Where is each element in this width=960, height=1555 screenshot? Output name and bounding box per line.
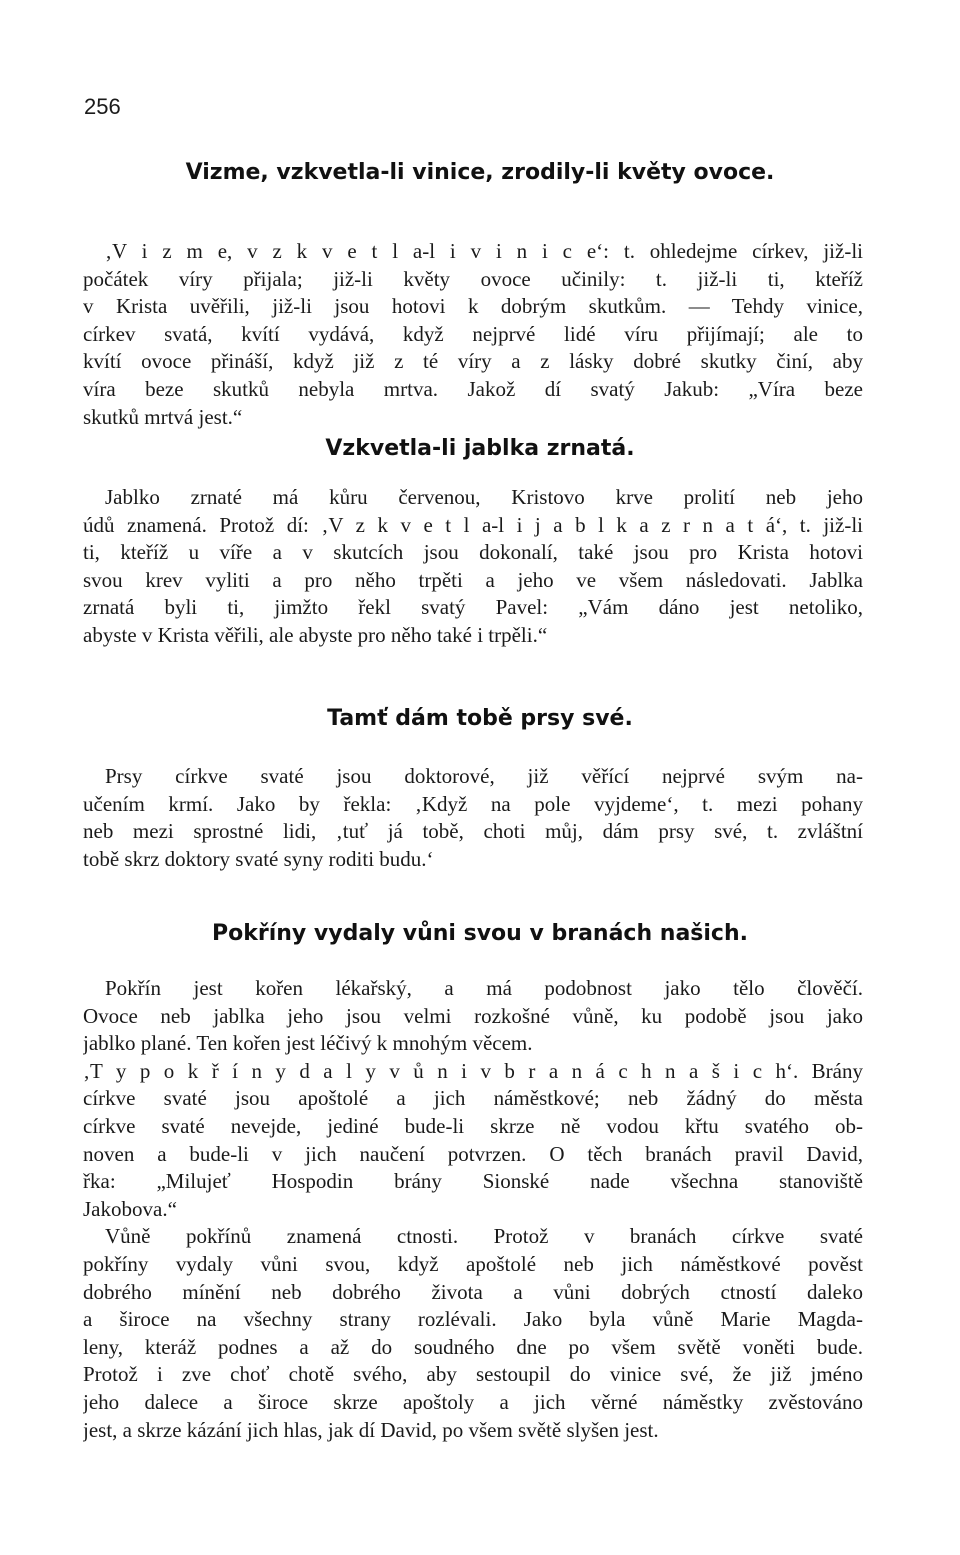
text-line: církve svaté nevejde, jediné bude-li skrze ně vodou křtu svatého ob-	[83, 1113, 863, 1138]
paragraph-3	[83, 763, 863, 873]
section-heading-2: Vzkvetla-li jablka zrnatá.	[325, 436, 635, 461]
page-number: 256	[84, 94, 121, 119]
text-line: ‚V i z m e, v z k v e t l a-l i v i n i c e‘: t. ohledejme církev, již-li	[105, 239, 863, 263]
text-line: Jablko zrnaté má kůru červenou, Kristovo krve prolití neb jeho	[105, 485, 863, 509]
text-line: řka: „Milujeť Hospodin brány Sionské nade všechna stanoviště	[83, 1169, 863, 1194]
section-heading-1: Vizme, vzkvetla-li vinice, zrodily-li květy ovoce.	[185, 160, 775, 185]
text-line: počátek víry přijala; již-li květy ovoce učinily: t. již-li ti, kteříž	[83, 266, 863, 291]
text-line: abyste v Krista věřili, ale abyste pro něho také i trpěli.“	[83, 622, 548, 647]
text-line: skutků mrtvá jest.“	[83, 404, 243, 429]
text-line: Vůně pokřínů znamená ctnosti. Protož v branách církve svaté	[105, 1224, 863, 1249]
text-line: zrnatá byli ti, jimžto řekl svatý Pavel: „Vám dáno jest netoliko,	[83, 595, 863, 620]
text-line: víra beze skutků nebyla mrtva. Jakož dí svatý Jakub: „Víra beze	[83, 376, 863, 401]
text-line: kvítí ovoce přináší, když již z té víry a z lásky dobré skutky činí, aby	[83, 349, 863, 374]
text-line: církve svaté jsou apoštolé a jich náměstkové; neb žádný do města	[83, 1086, 863, 1111]
section-heading-3: Tamť dám tobě prsy své.	[327, 706, 633, 731]
text-line: Ovoce neb jablka jeho jsou velmi rozkošné vůně, ku podobě jsou jako	[83, 1003, 863, 1028]
text-line: církev svatá, kvítí vydává, když nejprvé lidé víru přijímají; ale to	[83, 321, 863, 346]
paragraph-2	[83, 484, 863, 650]
text-line: neb mezi sprostné lidi, ‚tuť já tobě, choti můj, dám prsy své, t. zvláštní	[83, 819, 863, 844]
text-line: jablko plané. Ten kořen jest léčivý k mnohým věcem.	[83, 1031, 533, 1056]
text-line: jeho dalece a široce skrze apoštoly a jich věrné náměstky zvěstováno	[83, 1389, 863, 1414]
text-line: Pokřín jest kořen lékařský, a má podobnost jako tělo člověčí.	[105, 976, 863, 1000]
text-line: pokříny vydaly vůni svou, když apoštolé neb jich náměstkové pověst	[83, 1251, 863, 1276]
text-line: a široce na všechny strany rozlévali. Jako byla vůně Marie Magda-	[83, 1307, 863, 1332]
text-line: Protož i zve choť chotě svého, aby sestoupil do vinice své, že již jméno	[83, 1362, 863, 1387]
text-line: učením krmí. Jako by řekla: ‚Když na pole vyjdeme‘, t. mezi pohany	[83, 791, 863, 816]
text-line: Jakobova.“	[83, 1196, 177, 1221]
text-line: tobě skrz doktory svaté syny roditi budu.‘	[83, 846, 434, 871]
text-line: noven a bude-li v jich naučení potvrzen. O těch branách pravil David,	[83, 1141, 863, 1166]
text-line: Prsy církve svaté jsou doktorové, již věřící nejprvé svým na-	[105, 764, 863, 788]
text-line: svou krev vyliti a pro něho trpěti a jeho ve všem následovati. Jablka	[83, 567, 863, 592]
paragraph-1	[83, 238, 863, 431]
paragraph-4	[83, 975, 863, 1444]
text-line: v Krista uvěřili, již-li jsou hotovi k dobrým skutkům. — Tehdy vinice,	[83, 294, 863, 319]
text-line: ‚T y p o k ř í n y d a l y v ů n i v b r a n á c h n a š i c h‘. Brány	[83, 1058, 863, 1083]
text-line: dobrého mínění neb dobrého života a vůni dobrých ctností daleko	[83, 1279, 863, 1304]
text-line: jest, a skrze kázání jich hlas, jak dí David, po všem světě slyšen jest.	[83, 1417, 659, 1442]
text-line: ti, kteříž u víře a v skutcích jsou dokonalí, také jsou pro Krista hotovi	[83, 540, 863, 565]
section-heading-4: Pokříny vydaly vůni svou v branách našich.	[212, 921, 748, 946]
text-line: údů znamená. Protož dí: ‚V z k v e t l a-l i j a b l k a z r n a t á‘, t. již-li	[83, 512, 863, 537]
text-line: leny, kteráž podnes a až do soudného dne po všem světě voněti bude.	[83, 1334, 863, 1359]
